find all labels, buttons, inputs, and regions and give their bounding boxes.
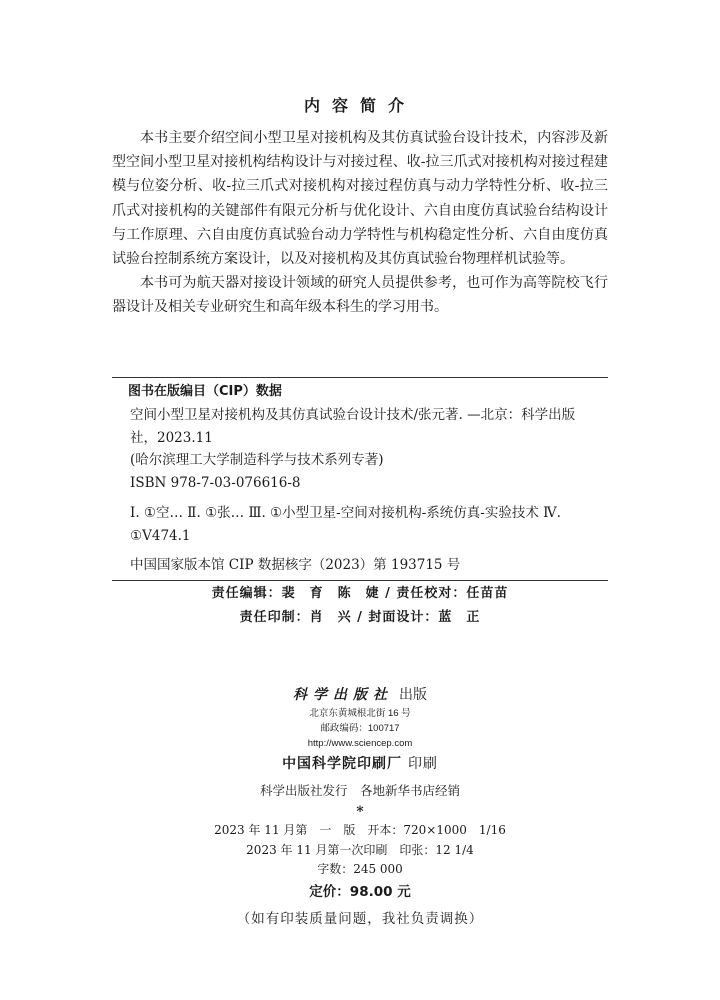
editor-credit-row-1: 责任编辑：裴 育 陈 婕 / 责任校对：任苗苗 [211, 586, 509, 601]
cip-classification: Ⅰ. ①空… Ⅱ. ①张… Ⅲ. ①小型卫星-空间对接机构-系统仿真-实验技术 Ⅳ. ①V474.1 [130, 505, 561, 544]
separator-star: * [356, 804, 364, 820]
printing-line: 2023 年 11 月第一次印刷 印张：12 1/4 [246, 842, 474, 857]
imprint-block [112, 684, 608, 934]
publisher-suffix: 出版 [399, 687, 427, 703]
distribution-line: 科学出版社发行 各地新华书店经销 [259, 783, 460, 798]
printer-line [112, 753, 608, 775]
publisher-line [112, 684, 608, 706]
cip-series: (哈尔滨理工大学制造科学与技术系列专著) [130, 452, 384, 469]
publisher-address: 北京东黄城根北街 16 号 [309, 708, 411, 719]
quality-note: （如有印装质量问题，我社负责调换） [236, 910, 484, 927]
edition-line: 2023 年 11 月第 一 版 开本：720×1000 1/16 [214, 823, 506, 837]
cip-bottom-rule [112, 580, 608, 581]
publisher-postcode: 邮政编码：100717 [320, 723, 400, 734]
summary-title: 内容简介 [303, 96, 416, 115]
cip-top-rule [112, 377, 608, 378]
publisher-name: 科学出版社 [293, 687, 393, 703]
word-count: 字数：245 000 [317, 862, 403, 876]
cip-heading: 图书在版编目（CIP）数据 [128, 384, 282, 399]
cip-isbn: ISBN 978-7-03-076616-8 [130, 474, 301, 491]
summary-paragraph-2: 本书可为航天器对接设计领域的研究人员提供参考，也可作为高等院校飞行器设计及相关专业研究生和高年级本科生的学习用书。 [112, 275, 608, 316]
price: 定价：98.00 元 [309, 883, 411, 900]
publisher-website: http://www.sciencep.com [307, 738, 413, 749]
cip-record-number: 中国国家版本馆 CIP 数据核字（2023）第 193715 号 [130, 556, 461, 573]
cip-title-line: 空间小型卫星对接机构及其仿真试验台设计技术/张元著. —北京：科学出版社，2023.11 [130, 407, 576, 446]
editor-credit-row-2: 责任印制：肖 兴 / 封面设计：蓝 正 [239, 610, 481, 625]
content-summary [112, 92, 608, 320]
cip-data-block [130, 380, 602, 576]
summary-paragraph-1: 本书主要介绍空间小型卫星对接机构及其仿真试验台设计技术，内容涉及新型空间小型卫星对接机构结构设计与对接过程、收-拉三爪式对接机构对接过程建模与位姿分析、收-拉三爪式对接机构对接过程仿真与动力学特性分析、收-拉三爪式对接机构的关键部件有限元分析与优化设计、六自由度仿真试验台结构设计与工作原理、六自由度仿真试验台动力学特性与机构稳定性分析、六自由度仿真试验台控制系统方案设计，以及对接机构及其仿真试验台物理样机试验等。 [112, 130, 608, 268]
printer-suffix: 印刷 [407, 756, 438, 772]
printer-name: 中国科学院印刷厂 [282, 756, 403, 772]
editor-credits [112, 582, 608, 630]
